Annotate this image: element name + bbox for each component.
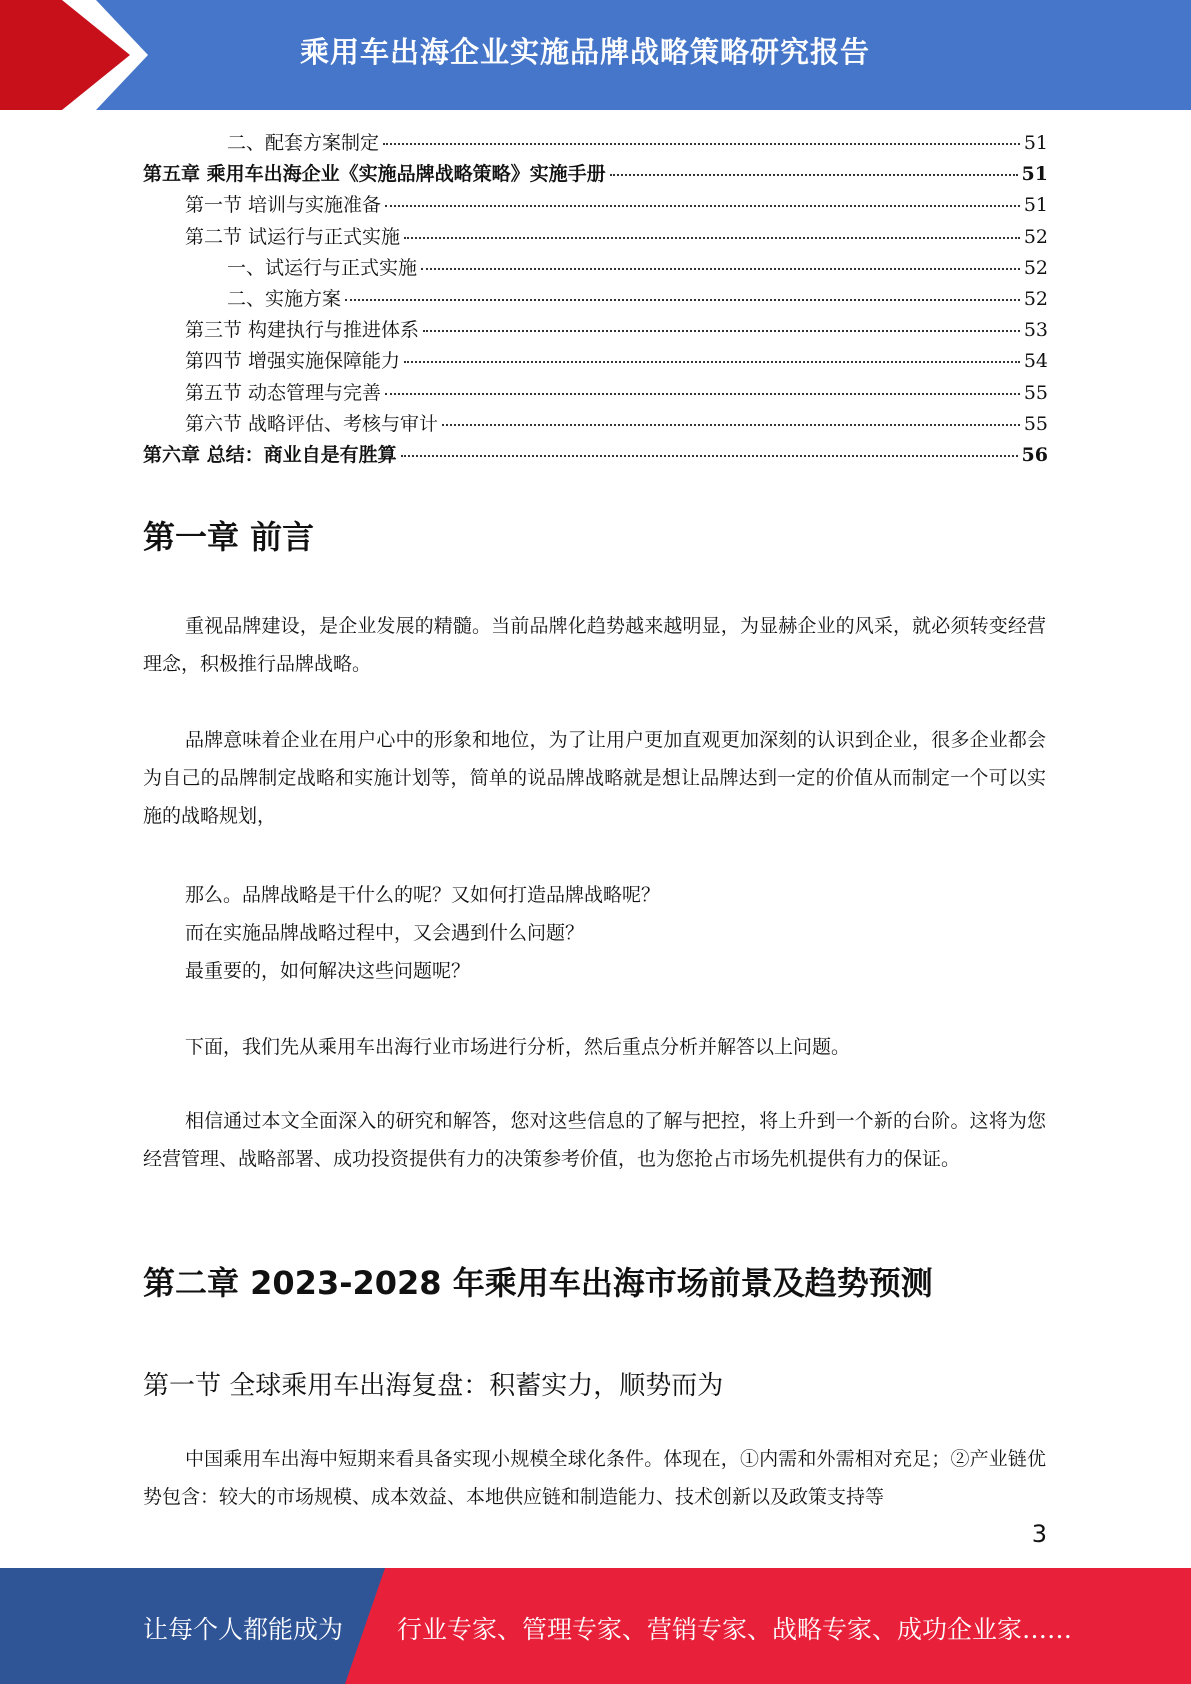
toc-leader-dots	[423, 330, 1020, 332]
page-footer	[0, 1568, 1191, 1684]
toc-entry[interactable]	[143, 378, 1048, 409]
page-number: 3	[1031, 1520, 1047, 1548]
toc-entry-label: 第三节 构建执行与推进体系	[185, 319, 420, 342]
toc-entry-label: 第六章 总结：商业自是有胜算	[143, 443, 397, 466]
toc-leader-dots	[442, 424, 1020, 426]
toc-entry-page: 54	[1023, 350, 1048, 373]
toc-leader-dots	[385, 205, 1020, 207]
toc-entry-label: 一、试运行与正式实施	[227, 256, 418, 279]
toc-leader-dots	[404, 361, 1020, 363]
toc-entry-page: 52	[1023, 225, 1048, 248]
chapter-1-paragraph-1: 重视品牌建设，是企业发展的精髓。当前品牌化趋势越来越明显，为显赫企业的风采，就必须转变经营理念，积极推行品牌战略。	[143, 615, 1046, 675]
header-title: 乘用车出海企业实施品牌战略策略研究报告	[300, 35, 871, 69]
footer-slogan-left: 让每个人都能成为	[143, 1615, 344, 1644]
toc-leader-dots	[385, 393, 1020, 395]
toc-entry-label: 第一节 培训与实施准备	[185, 194, 382, 217]
toc-entry-page: 51	[1021, 163, 1048, 186]
toc-entry-page: 51	[1023, 132, 1048, 154]
table-of-contents	[143, 128, 1048, 471]
toc-leader-dots	[404, 237, 1020, 239]
chapter-1-question-3: 最重要的，如何解决这些问题呢？	[185, 960, 471, 982]
toc-entry[interactable]	[143, 190, 1048, 221]
chapter-1-heading: 第一章 前言	[143, 518, 315, 556]
chapter-1-paragraph-4: 相信通过本文全面深入的研究和解答，您对这些信息的了解与把控，将上升到一个新的台阶。这将为您经营管理、战略部署、成功投资提供有力的决策参考价值，也为您抢占市场先机提供有力的保证。	[143, 1110, 1046, 1170]
toc-leader-dots	[421, 268, 1020, 270]
toc-entry-page: 52	[1023, 287, 1048, 310]
toc-entry[interactable]	[143, 284, 1048, 315]
toc-entry-label: 第五节 动态管理与完善	[185, 381, 382, 404]
toc-leader-dots	[610, 174, 1018, 176]
toc-entry-page: 55	[1023, 381, 1048, 404]
toc-entry-page: 51	[1023, 194, 1048, 217]
toc-leader-dots	[401, 455, 1018, 457]
toc-entry[interactable]	[143, 159, 1048, 190]
toc-entry[interactable]	[143, 253, 1048, 284]
toc-entry[interactable]	[143, 315, 1048, 346]
chapter-1-paragraph-3: 下面，我们先从乘用车出海行业市场进行分析，然后重点分析并解答以上问题。	[185, 1036, 851, 1058]
chapter-2-paragraph-1: 中国乘用车出海中短期来看具备实现小规模全球化条件。体现在，①内需和外需相对充足；②产业链优势包含：较大的市场规模、成本效益、本地供应链和制造能力、技术创新以及政策支持等	[143, 1448, 1046, 1508]
chapter-1-question-2: 而在实施品牌战略过程中，又会遇到什么问题？	[185, 922, 585, 944]
chapter-1-question-1: 那么。品牌战略是干什么的呢？又如何打造品牌战略呢？	[185, 884, 661, 906]
toc-leader-dots	[345, 299, 1020, 301]
toc-entry[interactable]	[143, 440, 1048, 471]
toc-entry-page: 55	[1023, 412, 1048, 435]
toc-entry-label: 二、实施方案	[227, 287, 342, 310]
chapter-1-paragraph-2: 品牌意味着企业在用户心中的形象和地位，为了让用户更加直观更加深刻的认识到企业，很多企业都会为自己的品牌制定战略和实施计划等，简单的说品牌战略就是想让品牌达到一定的价值从而制定一个可以实施的战略规划，	[143, 729, 1046, 827]
toc-leader-dots	[383, 143, 1020, 145]
toc-entry-label: 第六节 战略评估、考核与审计	[185, 412, 439, 435]
footer-slogan-right: 行业专家、管理专家、营销专家、战略专家、成功企业家……	[397, 1615, 1073, 1644]
toc-entry[interactable]	[143, 346, 1048, 377]
toc-entry[interactable]	[143, 409, 1048, 440]
chapter-2-section-1-heading: 第一节 全球乘用车出海复盘：积蓄实力，顺势而为	[143, 1371, 724, 1401]
toc-entry-label: 第二节 试运行与正式实施	[185, 225, 401, 248]
toc-entry-label: 二、配套方案制定	[227, 132, 380, 154]
toc-entry-page: 53	[1023, 319, 1048, 342]
toc-entry-label: 第四节 增强实施保障能力	[185, 350, 401, 373]
page-header	[0, 0, 1191, 110]
chapter-2-heading: 第二章 2023-2028 年乘用车出海市场前景及趋势预测	[143, 1264, 933, 1302]
toc-entry-label: 第五章 乘用车出海企业《实施品牌战略策略》实施手册	[143, 163, 606, 186]
toc-entry-page: 56	[1021, 443, 1048, 466]
toc-entry[interactable]	[143, 128, 1048, 159]
toc-entry[interactable]	[143, 222, 1048, 253]
toc-entry-page: 52	[1023, 256, 1048, 279]
